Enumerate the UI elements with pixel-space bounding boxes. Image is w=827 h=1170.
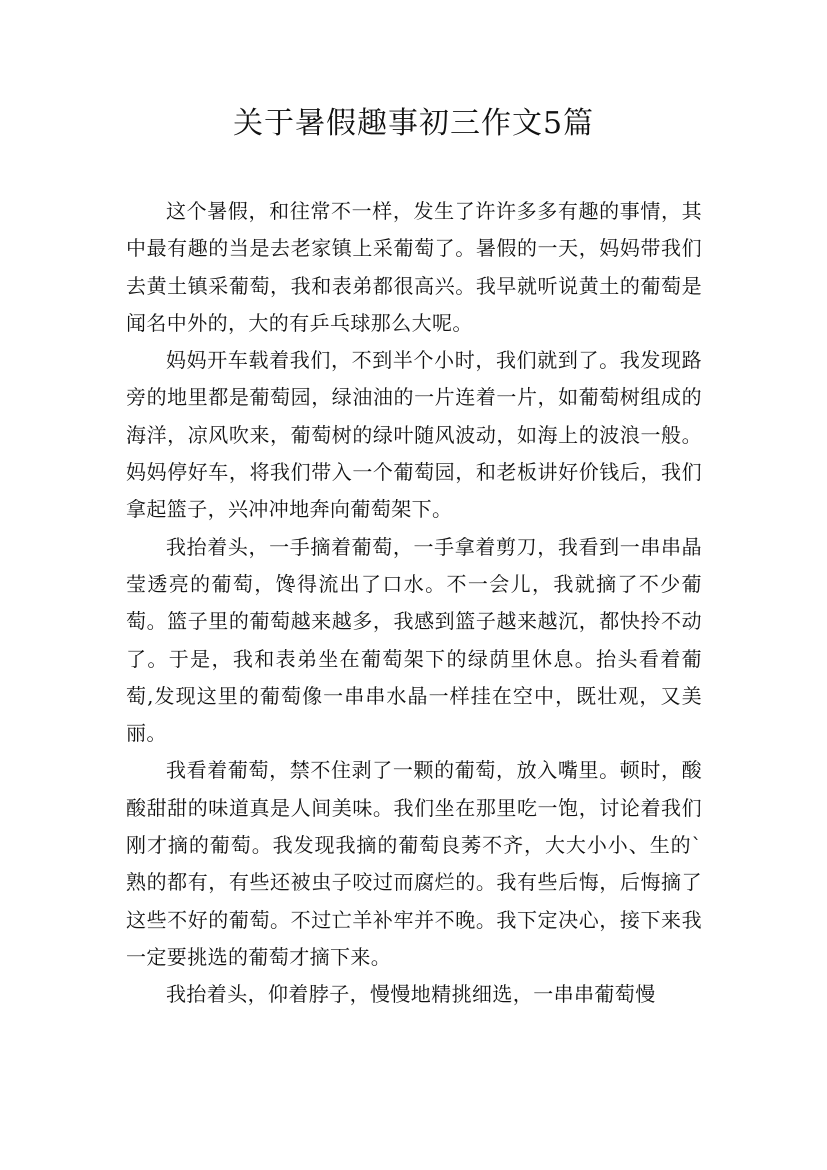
paragraph-1: 这个暑假，和往常不一样，发生了许许多多有趣的事情，其中最有趣的当是去老家镇上采葡萄了。暑假的一天，妈妈带我们去黄土镇采葡萄，我和表弟都很高兴。我早就听说黄土的葡萄是闻名中外的，大的有乒乓球那么大呢。 [126,199,702,335]
article-body [126,193,702,1014]
paragraph-5: 我抬着头，仰着脖子，慢慢地精挑细选，一串串葡萄慢 [166,982,656,1007]
paragraph-2: 妈妈开车载着我们，不到半个小时，我们就到了。我发现路旁的地里都是葡萄园，绿油油的一片连着一片，如葡萄树组成的海洋，凉风吹来，葡萄树的绿叶随风波动，如海上的波浪一般。妈妈停好车，将我们带入一个葡萄园，和老板讲好价钱后，我们拿起篮子，兴冲冲地奔向葡萄架下。 [126,348,702,522]
paragraph-4: 我看着葡萄，禁不住剥了一颗的葡萄，放入嘴里。顿时，酸酸甜甜的味道真是人间美味。我们坐在那里吃一饱，讨论着我们刚才摘的葡萄。我发现我摘的葡萄良莠不齐，大大小小、生的`熟的都有，有些还被虫子咬过而腐烂的。我有些后悔，后悔摘了这些不好的葡萄。不过亡羊补牢并不晚。我下定决心，接下来我一定要挑选的葡萄才摘下来。 [126,758,702,969]
paragraph-3: 我抬着头，一手摘着葡萄，一手拿着剪刀，我看到一串串晶莹透亮的葡萄，馋得流出了口水。不一会儿，我就摘了不少葡萄。篮子里的葡萄越来越多，我感到篮子越来越沉，都快拎不动了。于是，我和表弟坐在葡萄架下的绿荫里休息。抬头看着葡萄,发现这里的葡萄像一串串水晶一样挂在空中，既壮观，又美丽。 [126,534,702,746]
page-title: 关于暑假趣事初三作文5篇 [232,106,595,141]
